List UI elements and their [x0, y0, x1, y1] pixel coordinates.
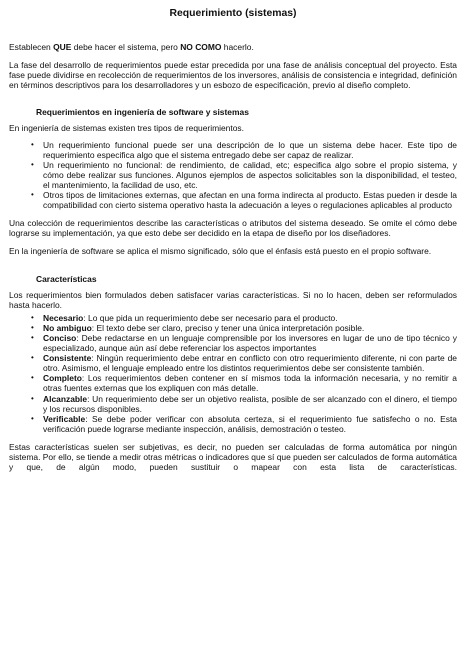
- list-item-text: Un requerimiento no funcional: de rendimiento, de calidad, etc; especifica algo sobre el propio sistema, y cómo debe realizar sus funciones. Algunos ejemplos de aspectos solicitables son la disponibilidad, el testeo, el mantenimiento, la facilidad de uso, etc.: [43, 159, 457, 190]
- intro-text-pre: Establecen: [9, 42, 54, 52]
- list-item: [31, 332, 457, 354]
- bullet-icon: •: [31, 353, 34, 363]
- bullet-icon: •: [31, 393, 34, 403]
- bullet-icon: •: [31, 413, 34, 423]
- section1-intro: En ingeniería de sistemas existen tres tipos de requerimientos.: [9, 123, 244, 134]
- list-item: [31, 353, 457, 374]
- list-item: [31, 190, 457, 211]
- term-label: Conciso: [43, 332, 77, 343]
- list-item: [31, 373, 457, 394]
- list-item: [31, 159, 457, 190]
- bullet-icon: •: [31, 159, 34, 169]
- term-label: Completo: [43, 373, 82, 384]
- fase-paragraph: La fase del desarrollo de requerimientos puede estar precedida por una fase de análisis conceptual del proyecto. Esta fase puede dividirse en recolección de requerimientos de los inversores, análisis de consistencia e integridad, definición en términos descriptivos para los desarrolladores y un esbozo de especificación, previo al diseño completo.: [9, 60, 457, 91]
- bullet-icon: •: [31, 190, 34, 200]
- term-label: Consistente: [43, 353, 92, 364]
- requirement-types-list: [9, 140, 457, 211]
- term-description: : El texto debe ser claro, preciso y tener una única interpretación posible.: [91, 322, 365, 333]
- term-description: : Los requerimientos deben contener en sí mismos toda la información necesaria, y no remitir a otras fuentes externas que los expliquen con más detalle.: [43, 373, 457, 394]
- characteristics-list: [9, 313, 457, 434]
- intro-nocomo: NO COMO: [180, 42, 222, 52]
- term-label: No ambiguo: [43, 322, 92, 333]
- term-label: Necesario: [43, 312, 84, 323]
- list-item-text: Otros tipos de limitaciones externas, que afectan en una forma indirecta al producto. Estas pueden ir desde la compatibilidad con cierto sistema operativo hasta la adecuación a leyes o regulaciones aplicables al producto: [43, 190, 457, 211]
- intro-text-mid: debe hacer el sistema, pero: [71, 42, 181, 52]
- intro-text-post: hacerlo.: [221, 42, 254, 52]
- term-description: : Un requerimiento debe ser un objetivo realista, posible de ser alcanzado con el dinero, el tiempo y los recursos disponibles.: [43, 393, 457, 414]
- intro-que: QUE: [53, 42, 72, 52]
- coleccion-paragraph: Una colección de requerimientos describe las características o atributos del sistema deseado. Se omite el cómo debe lograrse su implementación, ya que esto debe ser decidido en la etapa de diseño por los diseñadores.: [9, 218, 457, 239]
- page-title: Requerimiento (sistemas): [169, 8, 297, 19]
- list-item: [31, 322, 457, 333]
- list-item: [31, 393, 457, 414]
- term-label: Alcanzable: [43, 393, 88, 404]
- term-description: : Se debe poder verificar con absoluta certeza, si el requerimiento fue satisfecho o no. Esta verificación puede lograrse mediante inspección, análisis, demostración o testeo.: [43, 413, 457, 434]
- bullet-icon: •: [31, 322, 34, 332]
- section-heading-requerimientos: Requerimientos en ingeniería de software y sistemas: [36, 107, 249, 118]
- bullet-icon: •: [31, 312, 34, 322]
- software-paragraph: En la ingeniería de software se aplica el mismo significado, sólo que el énfasis está puesto en el propio software.: [9, 246, 432, 257]
- term-description: : Debe redactarse en un lenguaje comprensible por los inversores en lugar de uno de tipo técnico y especializado, aunque aún así debe referenciar los aspectos importantes: [43, 332, 457, 354]
- list-item: [31, 312, 457, 323]
- term-description: : Ningún requerimiento debe entrar en conflicto con otro requerimiento diferente, ni con parte de otro. Asimismo, el lenguaje empleado entre los distintos requerimientos debe ser consistente también.: [43, 353, 457, 374]
- term-label: Verificable: [43, 413, 86, 424]
- list-item: [31, 139, 457, 160]
- bullet-icon: •: [31, 332, 34, 342]
- term-description: : Lo que pida un requerimiento debe ser necesario para el producto.: [83, 312, 338, 323]
- section-heading-caracteristicas: Características: [36, 273, 97, 284]
- list-item: [31, 413, 457, 434]
- final-paragraph: Estas características suelen ser subjetivas, es decir, no pueden ser calculadas de forma automática por ningún sistema. Por ello, se tiende a medir otras métricas o indicadores que sí que pueden ser calculados de forma automática y que, de algún modo, pueden sustituir o mapear con esta lista de características.: [9, 441, 457, 473]
- intro-paragraph: [9, 42, 457, 52]
- bullet-icon: •: [31, 373, 34, 383]
- list-item-text: Un requerimiento funcional puede ser una descripción de lo que un sistema debe hacer. Este tipo de requerimiento especifica algo que el sistema entregado debe ser capaz de realizar.: [43, 139, 457, 160]
- section2-intro: Los requerimientos bien formulados deben satisfacer varias características. Si no lo hacen, deben ser reformulados hasta hacerlo.: [9, 289, 457, 310]
- bullet-icon: •: [31, 139, 34, 149]
